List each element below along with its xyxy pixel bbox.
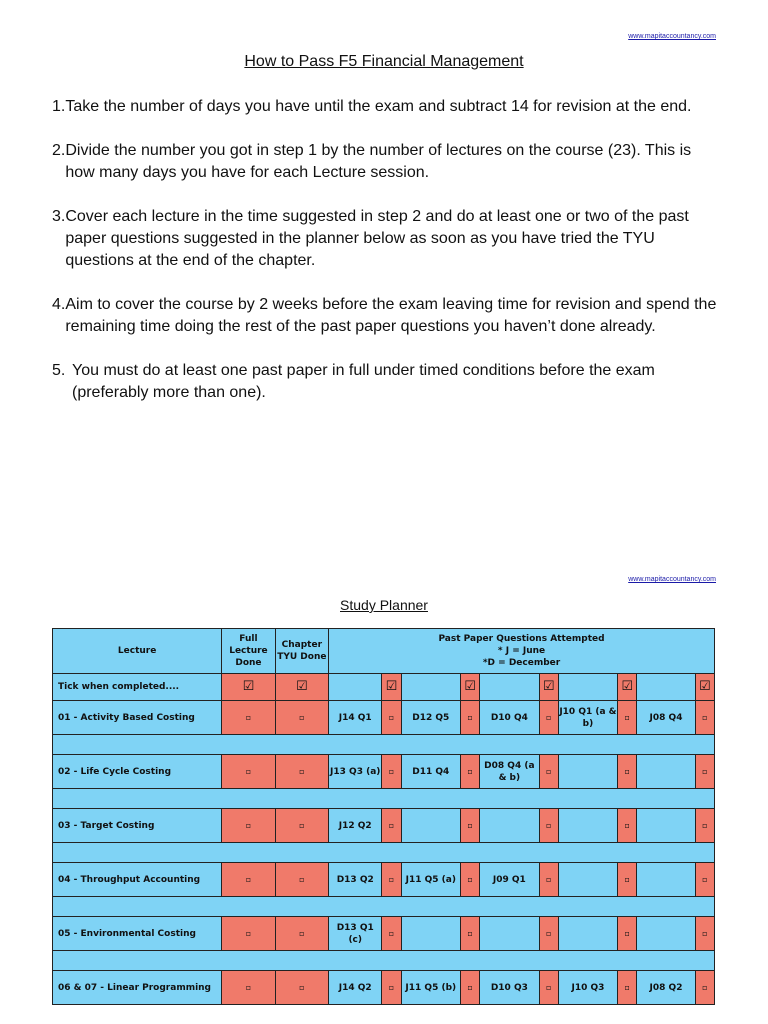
checkbox-icon: ▫ [624,820,630,830]
checkbox-icon: ▫ [624,928,630,938]
spacer-row [53,789,715,809]
checkbox-icon: ▫ [624,982,630,992]
header-past-paper [329,629,715,674]
completion-checkbox[interactable] [222,971,275,1005]
question-cell: J11 Q5 (a) [401,863,460,897]
checkbox-icon: ▫ [624,712,630,722]
planner-row [53,701,715,735]
step-1 [52,96,722,118]
completion-checkbox[interactable] [275,863,328,897]
step-number: 3. [52,208,66,225]
lecture-name: 03 - Target Costing [53,809,222,843]
question-cell: D12 Q5 [401,701,460,735]
step-3 [52,206,722,272]
website-link[interactable]: www.mapitaccountancy.com [628,33,716,40]
question-checkbox[interactable] [618,971,637,1005]
question-checkbox[interactable] [539,809,558,843]
spacer-row [53,735,715,755]
question-checkbox[interactable] [539,971,558,1005]
completion-checkbox[interactable] [222,917,275,951]
checkbox-icon: ▫ [702,874,708,884]
checkbox-icon: ▫ [388,820,395,830]
header-row [53,629,715,674]
study-planner-table [52,628,715,1005]
question-cell: D13 Q1 (c) [329,917,382,951]
question-checkbox[interactable] [695,971,714,1005]
question-checkbox[interactable] [695,809,714,843]
checkbox-icon: ▫ [299,712,305,722]
checkbox-icon: ▫ [702,766,708,776]
spacer-row [53,843,715,863]
checkbox-icon: ▫ [702,928,708,938]
question-checkbox[interactable] [695,701,714,735]
step-text: Take the number of days you have until the exam and subtract 14 for revision at the end. [65,98,692,115]
question-cell: D08 Q4 (a & b) [480,755,539,789]
tick-checkbox[interactable]: ☑ [275,674,328,701]
checkbox-icon: ▫ [545,712,552,722]
spacer-row [53,897,715,917]
checkbox-icon: ▫ [467,874,473,884]
question-checkbox[interactable] [461,863,480,897]
checkbox-icon: ▫ [545,874,552,884]
completion-checkbox[interactable] [222,755,275,789]
step-number: 5. [52,362,70,379]
question-cell [558,809,617,843]
checkbox-icon: ▫ [545,820,552,830]
checkbox-icon: ▫ [245,982,252,992]
question-cell: J08 Q4 [637,701,695,735]
checkbox-icon: ▫ [299,820,305,830]
question-checkbox[interactable] [695,917,714,951]
question-checkbox[interactable] [382,701,401,735]
question-cell [637,917,695,951]
question-checkbox[interactable] [539,755,558,789]
step-number: 4. [52,296,66,313]
checkbox-icon: ▫ [467,982,473,992]
question-checkbox[interactable] [695,863,714,897]
question-cell [558,674,617,701]
header-full-lecture: Full Lecture Done [222,629,275,674]
checkbox-icon: ▫ [702,712,708,722]
completion-checkbox[interactable] [222,701,275,735]
completion-checkbox[interactable] [275,755,328,789]
question-checkbox[interactable] [382,971,401,1005]
question-cell: J14 Q1 [329,701,382,735]
step-text: Aim to cover the course by 2 weeks before the exam leaving time for revision and spend the remaining time doing the rest of the past paper questions you haven’t done already. [65,296,717,335]
question-cell: J13 Q3 (a) [329,755,382,789]
step-2 [52,140,722,184]
completion-checkbox[interactable] [275,701,328,735]
question-checkbox[interactable] [539,917,558,951]
question-cell: D10 Q3 [480,971,539,1005]
question-cell: J08 Q2 [637,971,695,1005]
checkbox-icon: ▫ [388,766,395,776]
lecture-name: 06 & 07 - Linear Programming [53,971,222,1005]
question-cell [637,809,695,843]
checkbox-icon: ▫ [545,766,552,776]
question-cell [558,863,617,897]
checkbox-icon: ▫ [299,982,305,992]
checkbox-icon: ▫ [245,820,252,830]
checkbox-icon: ▫ [245,928,252,938]
question-cell: D13 Q2 [329,863,382,897]
question-checkbox[interactable] [539,701,558,735]
question-cell [480,917,539,951]
header-chapter-tyu: Chapter TYU Done [275,629,328,674]
question-cell [480,674,539,701]
checkbox-icon: ▫ [624,766,630,776]
spacer-cell [53,951,715,971]
question-checkbox[interactable] [461,809,480,843]
tick-checkbox[interactable]: ☑ [539,674,558,701]
tick-row [53,674,715,701]
step-number: 2. [52,142,66,159]
checkbox-icon: ▫ [467,766,473,776]
step-text: Divide the number you got in step 1 by the number of lectures on the course (23). This is how many days you have for each Lecture session. [65,142,692,181]
checkbox-icon: ▫ [702,982,708,992]
question-cell: D11 Q4 [401,755,460,789]
question-checkbox[interactable] [382,917,401,951]
question-checkbox[interactable] [382,809,401,843]
step-number: 1. [52,98,66,115]
lecture-name: 02 - Life Cycle Costing [53,755,222,789]
question-checkbox[interactable] [461,701,480,735]
lecture-name: 05 - Environmental Costing [53,917,222,951]
completion-checkbox[interactable] [275,809,328,843]
question-checkbox[interactable] [618,917,637,951]
tick-checkbox[interactable]: ☑ [461,674,480,701]
question-cell [637,863,695,897]
completion-checkbox[interactable] [275,917,328,951]
checkbox-icon: ▫ [545,982,552,992]
tick-checkbox[interactable]: ☑ [382,674,401,701]
checkbox-icon: ▫ [388,712,395,722]
question-checkbox[interactable] [618,755,637,789]
question-cell [401,917,460,951]
question-cell [401,809,460,843]
question-cell [329,674,382,701]
tick-checkbox[interactable]: ☑ [618,674,637,701]
checkbox-icon: ▫ [467,928,473,938]
study-planner-title: Study Planner [340,597,428,613]
question-checkbox[interactable] [461,755,480,789]
planner-row [53,917,715,951]
step-5 [52,360,722,404]
planner-row [53,971,715,1005]
checkbox-icon: ▫ [388,874,395,884]
website-link[interactable]: www.mapitaccountancy.com [628,576,716,583]
completion-checkbox[interactable] [222,863,275,897]
tick-checkbox[interactable]: ☑ [222,674,275,701]
checkbox-icon: ▫ [299,874,305,884]
completion-checkbox[interactable] [222,809,275,843]
checkbox-icon: ▫ [299,928,305,938]
question-cell: J10 Q3 [558,971,617,1005]
question-checkbox[interactable] [695,755,714,789]
lecture-name: 04 - Throughput Accounting [53,863,222,897]
checkbox-icon: ▫ [245,874,252,884]
spacer-cell [53,843,715,863]
question-checkbox[interactable] [461,971,480,1005]
question-checkbox[interactable] [618,809,637,843]
step-4 [52,294,722,338]
checkbox-icon: ▫ [388,982,395,992]
question-cell: D10 Q4 [480,701,539,735]
question-cell: J14 Q2 [329,971,382,1005]
question-cell [558,755,617,789]
checkbox-icon: ▫ [299,766,305,776]
tick-checkbox[interactable]: ☑ [695,674,714,701]
completion-checkbox[interactable] [275,971,328,1005]
question-checkbox[interactable] [618,701,637,735]
question-cell [480,809,539,843]
question-cell: J10 Q1 (a & b) [558,701,617,735]
question-checkbox[interactable] [461,917,480,951]
tick-row-label: Tick when completed.... [53,674,222,701]
spacer-cell [53,789,715,809]
checkbox-icon: ▫ [388,928,395,938]
spacer-cell [53,735,715,755]
question-cell: J11 Q5 (b) [401,971,460,1005]
checkbox-icon: ▫ [245,766,252,776]
checkbox-icon: ▫ [245,712,252,722]
question-cell [401,674,460,701]
step-text: You must do at least one past paper in full under timed conditions before the exam (preferably more than one). [72,362,655,401]
key-june: * J = June [497,646,546,656]
header-lecture: Lecture [53,629,222,674]
planner-row [53,755,715,789]
key-december: *D = December [482,658,561,668]
question-checkbox[interactable] [539,863,558,897]
question-cell [637,674,695,701]
document-title: How to Pass F5 Financial Management [244,53,524,70]
instruction-steps [52,96,722,426]
question-cell [637,755,695,789]
step-text: Cover each lecture in the time suggested in step 2 and do at least one or two of the past paper questions suggested in the planner below as soon as you have tried the TYU questions at the end of the chapter. [65,208,689,269]
lecture-name: 01 - Activity Based Costing [53,701,222,735]
question-cell: J12 Q2 [329,809,382,843]
header-past-paper-label: Past Paper Questions Attempted [438,634,605,644]
spacer-row [53,951,715,971]
question-cell: J09 Q1 [480,863,539,897]
checkbox-icon: ▫ [467,820,473,830]
planner-row [53,809,715,843]
question-cell [558,917,617,951]
checkbox-icon: ▫ [545,928,552,938]
spacer-cell [53,897,715,917]
checkbox-icon: ▫ [624,874,630,884]
question-checkbox[interactable] [382,755,401,789]
question-checkbox[interactable] [382,863,401,897]
question-checkbox[interactable] [618,863,637,897]
planner-row [53,863,715,897]
checkbox-icon: ▫ [467,712,473,722]
checkbox-icon: ▫ [702,820,708,830]
